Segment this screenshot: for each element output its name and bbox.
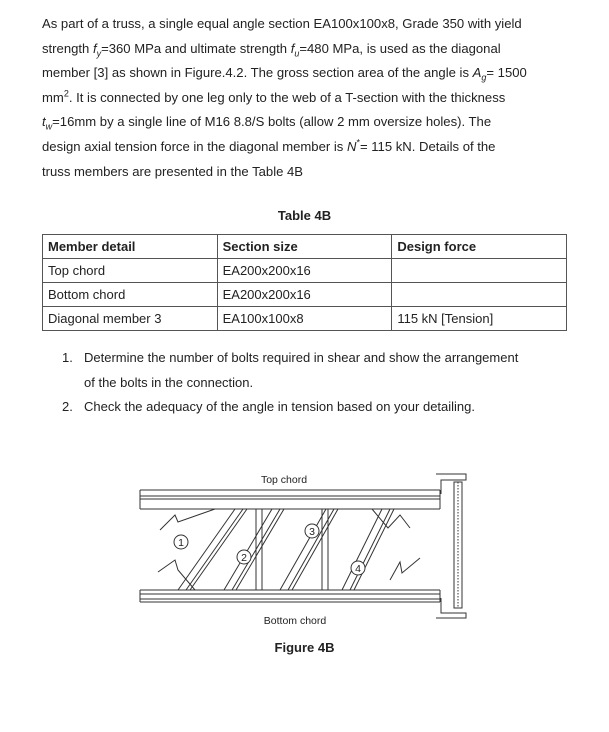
top-chord-label: Top chord xyxy=(260,474,308,486)
table-row xyxy=(43,283,567,307)
problem-line-3: member [3] as shown in Figure.4.2. The gross section area of the angle is $A_g= 1500$ xyxy=(42,65,527,83)
header-member-detail: Member detail xyxy=(43,235,218,259)
truss-web-outline xyxy=(158,509,420,590)
task-item xyxy=(62,395,562,420)
cell-member: Bottom chord xyxy=(43,283,218,307)
diagonal-members xyxy=(178,509,394,590)
svg-text:1: 1 xyxy=(178,537,184,549)
problem-line-5: $t_w=16mm$ by a single line of M16 8.8/S bolts (allow 2 mm oversize holes). The xyxy=(42,114,492,132)
cell-section: EA200x200x16 xyxy=(217,283,392,307)
task-text: Determine the number of bolts required in shear and show the arrangement xyxy=(84,350,519,365)
cell-force: 115 kN [Tension] xyxy=(392,307,567,331)
task-list xyxy=(62,346,562,420)
member-marker-1 xyxy=(174,535,188,549)
truss-figure xyxy=(0,460,609,640)
bottom-chord-label: Bottom chord xyxy=(263,615,327,627)
cell-force xyxy=(392,259,567,283)
member-marker-3 xyxy=(305,524,319,538)
problem-statement xyxy=(42,12,562,184)
cell-section: EA200x200x16 xyxy=(217,259,392,283)
svg-text:4: 4 xyxy=(355,563,361,575)
problem-line-2: strength $f_y=360$ MPa and ultimate strength $f_u=480$ MPa, is used as the diagonal xyxy=(42,40,501,59)
member-marker-2 xyxy=(237,550,251,564)
cell-member: Diagonal member 3 xyxy=(43,307,218,331)
task-text: Check the adequacy of the angle in tension based on your detailing. xyxy=(84,399,475,415)
table-row xyxy=(43,259,567,283)
problem-line-7: truss members are presented in the Table 4B xyxy=(42,163,304,179)
bottom-chord xyxy=(140,590,440,602)
member-marker-4 xyxy=(351,561,365,575)
table-header-row xyxy=(43,235,567,259)
header-design-force: Design force xyxy=(392,235,567,259)
problem-line-6: design axial tension force in the diagonal member is N*= 115 kN. Details of the xyxy=(42,137,496,154)
top-chord xyxy=(140,490,440,509)
cell-force xyxy=(392,283,567,307)
task-number: 1. xyxy=(62,350,73,365)
members-table xyxy=(42,234,567,331)
cell-member: Top chord xyxy=(43,259,218,283)
task-item xyxy=(62,346,562,395)
task-number: 2. xyxy=(62,399,73,415)
header-section-size: Section size xyxy=(217,235,392,259)
table-title: Table 4B xyxy=(277,208,332,223)
svg-text:3: 3 xyxy=(309,526,315,538)
cell-section: EA100x100x8 xyxy=(217,307,392,331)
svg-text:2: 2 xyxy=(241,552,247,564)
problem-line-1: As part of a truss, a single equal angle section EA100x100x8, Grade 350 with yield xyxy=(42,16,522,31)
table-row xyxy=(43,307,567,331)
problem-line-4: $mm^2$. It is connected by one leg only to the web of a T-section with the thickness xyxy=(42,88,506,105)
task-text: of the bolts in the connection. xyxy=(84,374,254,390)
figure-caption: Figure 4B xyxy=(274,640,335,655)
